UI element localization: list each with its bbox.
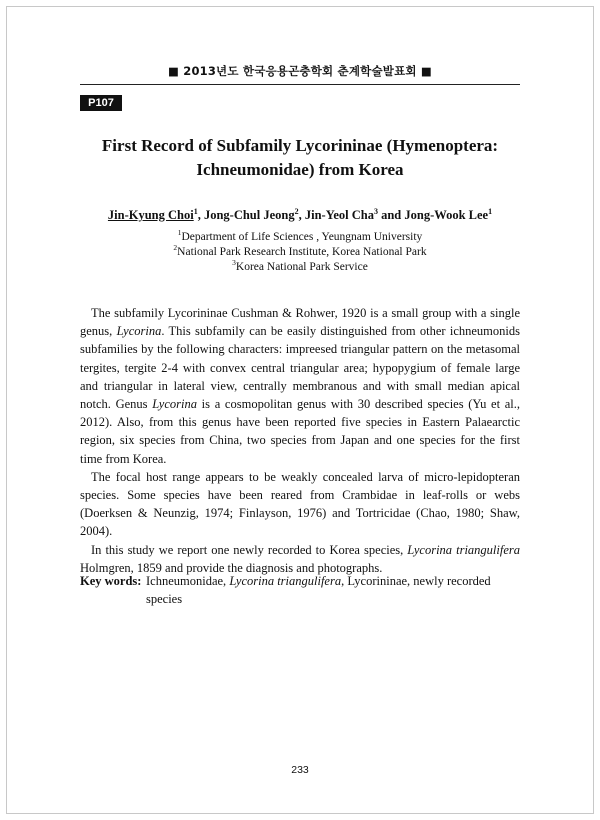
- affiliation-line: [100, 260, 500, 275]
- abstract-text: Holmgren, 1859 and provide the diagnosis and photographs.: [80, 560, 383, 575]
- affiliation-sup: 1: [177, 228, 182, 238]
- abstract-text: . This subfamily can be easily distinguished from other ichneumonids subfamilies by the following characters: impreesed triangular pattern on the metasomal tergites, tergite 2-4 with convex central triangular area; hypopygium of female large and triangular in lateral view, centrally membranous and with small median apical notch. Genus: [80, 324, 520, 412]
- author-separator: ,: [197, 208, 204, 222]
- affiliation-text: Department of Life Sciences , Yeungnam University: [181, 231, 423, 243]
- affiliation-sup: 3: [232, 258, 236, 268]
- affiliation-line: [100, 245, 500, 260]
- abstract-paragraph-1: [80, 304, 520, 468]
- abstract-paragraph-2: The focal host range appears to be weakly concealed larva of micro-lepidopteran species. Some species have been reared from Crambidae in leaf-rolls or webs (Doerksen & Neunzig, 1974; Finlayson, 1976) and Tortricidae (Chao, 1980; Shaw, 2004).: [80, 469, 520, 539]
- genus-name: Lycorina: [152, 397, 197, 412]
- keywords-label: Key words:: [80, 574, 142, 588]
- keywords: [80, 572, 520, 608]
- affiliation-text: National Park Research Institute, Korea National Park: [177, 246, 427, 258]
- abstract-text: In this study we report one newly recorded to Korea species,: [91, 542, 408, 557]
- keyword-species: Lycorina triangulifera: [229, 574, 342, 588]
- author-affil-sup: 2: [294, 206, 299, 216]
- title-line-1: First Record of Subfamily Lycorininae (Hymenoptera:: [101, 136, 499, 155]
- author-conjunction: and: [377, 208, 405, 222]
- affiliation-list: [100, 230, 500, 275]
- author-separator: ,: [298, 208, 305, 222]
- species-name: Lycorina triangulifera: [407, 542, 520, 557]
- keyword-text: Ichneumonidae,: [146, 574, 230, 588]
- affiliation-line: [100, 230, 500, 245]
- keyword-text: , Lycorininae, newly recorded species: [146, 574, 491, 606]
- author-affil-sup: 1: [193, 206, 198, 216]
- author-affil-sup: 1: [488, 206, 493, 216]
- affiliation-sup: 2: [173, 243, 178, 253]
- author-name: Jong-Wook Lee: [404, 208, 489, 222]
- header-rule: [80, 84, 520, 85]
- paper-title: [80, 134, 520, 182]
- genus-name: Lycorina: [116, 324, 162, 339]
- author-affil-sup: 3: [373, 206, 378, 216]
- affiliation-text: Korea National Park Service: [235, 261, 368, 273]
- poster-id-badge: P107: [80, 95, 122, 111]
- author-name: Jong-Chul Jeong: [203, 208, 295, 222]
- author-name: Jin-Yeol Cha: [304, 208, 374, 222]
- abstract-text: The subfamily Lycorininae Cushman & Rohwer, 1920 is a small group with a single genus,: [80, 306, 520, 339]
- author-name: Jin-Kyung Choi: [107, 208, 194, 222]
- keywords-list: [146, 572, 520, 608]
- title-line-2: Ichneumonidae) from Korea: [196, 160, 404, 179]
- running-header: ■ 2013년도 한국응용곤충학회 춘계학술발표회 ■: [167, 64, 432, 78]
- abstract-text: is a cosmopolitan genus with 30 described species (Yu et al., 2012). Also, from this genus have been reported five species in Eastern Palaearctic region, six species from China, two species from Japan and one species for the first time from Korea.: [80, 397, 520, 466]
- abstract-body: [80, 304, 520, 577]
- author-list: [40, 208, 560, 223]
- page-number: 233: [291, 764, 309, 776]
